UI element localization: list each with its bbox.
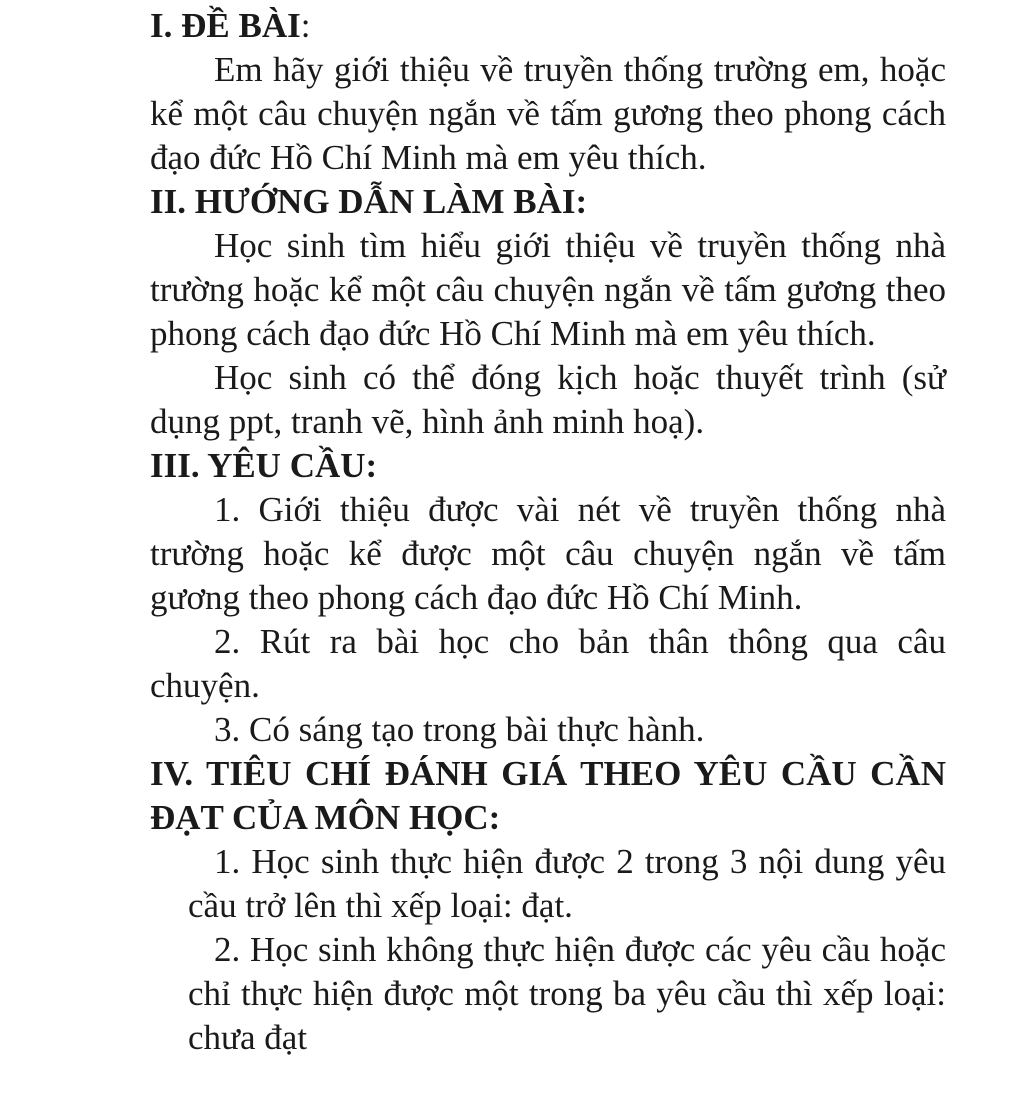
section-3-item-2: 2. Rút ra bài học cho bản thân thông qua câu chuyện. <box>150 622 946 705</box>
section-4-heading: IV. TIÊU CHÍ ĐÁNH GIÁ THEO YÊU CẦU CẦN ĐẠT CỦA MÔN HỌC: <box>150 754 946 837</box>
section-1-paragraph: Em hãy giới thiệu về truyền thống trường em, hoặc kể một câu chuyện ngắn về tấm gương theo phong cách đạo đức Hồ Chí Minh mà em yêu thích. <box>150 50 946 177</box>
section-2-heading: II. HƯỚNG DẪN LÀM BÀI: <box>150 182 588 221</box>
section-1-heading-text: I. ĐỀ BÀI <box>150 6 301 45</box>
section-3-heading: III. YÊU CẦU: <box>150 446 378 485</box>
section-2-paragraph-1: Học sinh tìm hiểu giới thiệu về truyền thống nhà trường hoặc kể một câu chuyện ngắn về tấm gương theo phong cách đạo đức Hồ Chí Minh mà em yêu thích. <box>150 226 946 353</box>
section-3-item-3: 3. Có sáng tạo trong bài thực hành. <box>214 710 705 749</box>
document-page <box>150 0 946 1060</box>
section-4-item-1: 1. Học sinh thực hiện được 2 trong 3 nội dung yêu cầu trở lên thì xếp loại: đạt. <box>188 842 946 925</box>
section-1-heading-colon: : <box>300 6 311 45</box>
section-2-paragraph-2: Học sinh có thể đóng kịch hoặc thuyết trình (sử dụng ppt, tranh vẽ, hình ảnh minh hoạ). <box>150 358 946 441</box>
section-3-item-1: 1. Giới thiệu được vài nét về truyền thống nhà trường hoặc kể được một câu chuyện ngắn về tấm gương theo phong cách đạo đức Hồ Chí Minh. <box>150 490 946 617</box>
section-1-heading <box>150 4 946 48</box>
section-4-item-2: 2. Học sinh không thực hiện được các yêu cầu hoặc chỉ thực hiện được một trong ba yêu cầu thì xếp loại: chưa đạt <box>188 930 946 1057</box>
